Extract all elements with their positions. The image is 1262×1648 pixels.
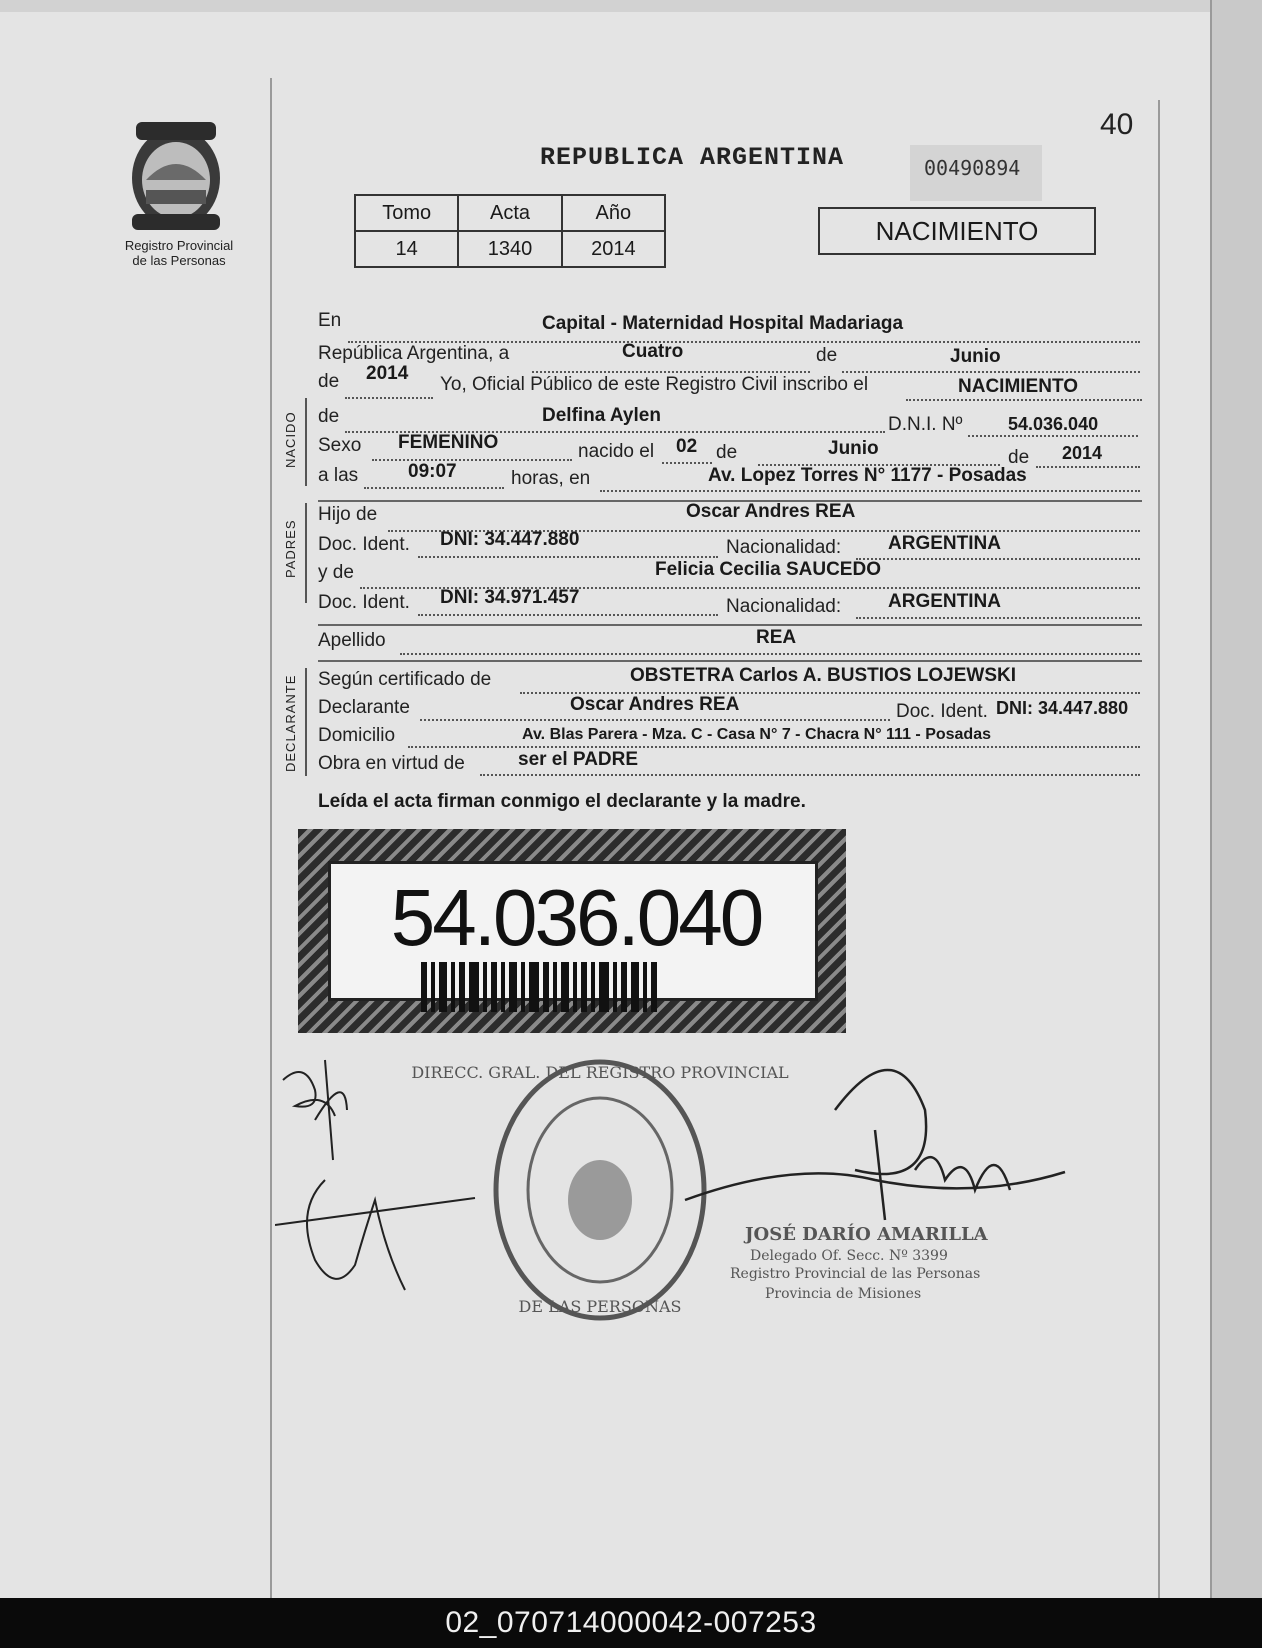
month-value: Junio [950, 346, 1001, 367]
signatures-and-seal [275, 1050, 1105, 1350]
reason-label: Obra en virtud de [318, 753, 465, 774]
closing-text: Leída el acta firman conmigo el declarante y la madre. [318, 791, 806, 812]
day-words: Cuatro [622, 341, 684, 362]
barcode-number: 54.036.040 [390, 873, 762, 962]
id-barcode-sticker [298, 829, 846, 1033]
mother-nationality: ARGENTINA [888, 591, 1001, 612]
registrar-text: Yo, Oficial Público de este Registro Civil inscribo el [440, 374, 869, 395]
child-name: Delfina Aylen [542, 405, 661, 426]
de-label-2: de [318, 371, 340, 392]
born-label: nacido el [578, 441, 655, 462]
place-label: En [318, 310, 342, 331]
page-number: 40 [1100, 108, 1134, 141]
mother-name: Felicia Cecilia SAUCEDO [655, 559, 881, 580]
margin-line [270, 78, 272, 1598]
declarant-address: Av. Blas Parera - Mza. C - Casa N° 7 - Chacra N° 111 - Posadas [522, 726, 991, 743]
father-nationality: ARGENTINA [888, 533, 1001, 554]
official-signature [685, 1070, 1065, 1220]
right-margin-line [1158, 100, 1160, 1598]
act-value: NACIMIENTO [958, 376, 1078, 397]
document-title: REPUBLICA ARGENTINA [540, 143, 845, 172]
surname-value: REA [756, 627, 797, 648]
country-label: República Argentina, a [318, 343, 510, 364]
mother-doc-label: Doc. Ident. [318, 592, 410, 613]
mother-doc: DNI: 34.971.457 [440, 587, 580, 608]
hours-label: horas, en [511, 468, 591, 489]
register-header-ano: Año [562, 195, 665, 231]
declarant-doc: DNI: 34.447.880 [996, 698, 1129, 718]
declarant-name: Oscar Andres REA [570, 694, 740, 715]
register-header-tomo: Tomo [355, 195, 458, 231]
birth-time: 09:07 [408, 461, 457, 482]
svg-text:Registro Provincial de las Per: Registro Provincial de las Personas [730, 1266, 981, 1282]
register-value-acta: 1340 [458, 231, 561, 267]
register-header-acta: Acta [458, 195, 561, 231]
dni-label: D.N.I. Nº [888, 414, 963, 435]
page-edge [1210, 0, 1262, 1598]
born-de-label: de [716, 442, 738, 463]
child-dni: 54.036.040 [1008, 414, 1099, 434]
surname-label: Apellido [318, 630, 386, 651]
and-label: y de [318, 562, 354, 583]
birth-address: Av. Lopez Torres N° 1177 - Posadas [708, 465, 1027, 486]
born-day: 02 [676, 436, 698, 457]
svg-text:DE LAS PERSONAS: DE LAS PERSONAS [518, 1297, 682, 1316]
born-de-label-2: de [1008, 447, 1030, 468]
certifier: OBSTETRA Carlos A. BUSTIOS LOJEWSKI [630, 665, 1017, 686]
father-doc: DNI: 34.447.880 [440, 529, 580, 550]
mother-nat-label: Nacionalidad: [726, 596, 842, 617]
register-value-ano: 2014 [562, 231, 665, 267]
scan-filename: 02_070714000042-007253 [0, 1598, 1262, 1648]
serial-number: 00490894 [910, 145, 1042, 201]
father-nat-label: Nacionalidad: [726, 537, 842, 558]
section-padres: PADRES [283, 519, 298, 578]
section-declarante: DECLARANTE [283, 674, 298, 772]
child-sex: FEMENINO [398, 432, 499, 453]
register-value-tomo: 14 [355, 231, 458, 267]
registry-logo-text: Registro Provincial de las Personas [124, 238, 234, 268]
father-name: Oscar Andres REA [686, 501, 856, 522]
cert-label: Según certificado de [318, 669, 492, 690]
barcode-icon [421, 962, 741, 1010]
born-month: Junio [828, 438, 879, 459]
son-of-label: Hijo de [318, 504, 378, 525]
time-label: a las [318, 465, 359, 486]
svg-text:DIRECC. GRAL. DEL REGISTRO PRO: DIRECC. GRAL. DEL REGISTRO PROVINCIAL [411, 1063, 789, 1082]
act-type-box: NACIMIENTO [818, 207, 1096, 255]
official-name-stamp: JOSÉ DARÍO AMARILLA [745, 1224, 988, 1245]
initials-signature [283, 1060, 347, 1160]
born-year: 2014 [1062, 443, 1103, 463]
svg-text:Delegado Of. Secc. Nº 3399: Delegado Of. Secc. Nº 3399 [750, 1248, 948, 1264]
register-table [354, 194, 666, 268]
mother-signature [275, 1180, 475, 1290]
province-logo [124, 118, 228, 236]
de-label-1: de [816, 345, 838, 366]
place-value: Capital - Maternidad Hospital Madariaga [542, 313, 904, 334]
year-value: 2014 [366, 363, 409, 384]
declarant-doc-label: Doc. Ident. [896, 701, 988, 722]
svg-text:Provincia de Misiones: Provincia de Misiones [765, 1286, 922, 1302]
sex-label: Sexo [318, 435, 362, 456]
domicile-label: Domicilio [318, 725, 396, 746]
reason-value: ser el PADRE [518, 749, 639, 770]
child-de-label: de [318, 406, 340, 427]
section-nacido: NACIDO [283, 411, 298, 468]
father-doc-label: Doc. Ident. [318, 534, 410, 555]
declarant-label: Declarante [318, 697, 410, 718]
